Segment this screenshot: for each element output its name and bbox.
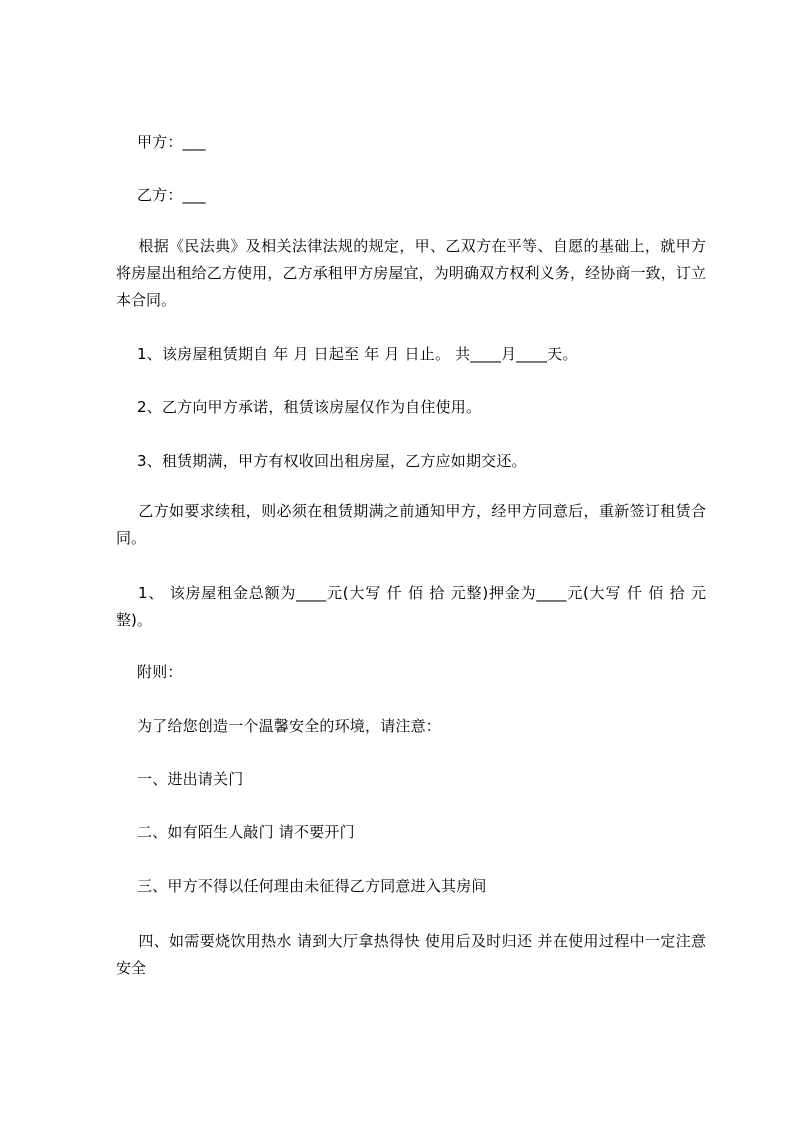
rule-4-paragraph: [116, 928, 706, 982]
rent-text: 1、 该房屋租金总额为____元(大写 仟 佰 拾 元整)押金为____元(大写 仟 佰 拾 元整)。: [116, 584, 706, 629]
rule-4-text: 四、如需要烧饮用热水 请到大厅拿热得快 使用后及时归还 并在使用过程中一定注意安全: [116, 932, 706, 977]
clause-1: 1、该房屋租赁期自 年 月 日起至 年 月 日止。 共____月____天。: [137, 345, 578, 363]
preamble-paragraph: [116, 233, 706, 314]
renewal-text: 乙方如要求续租，则必须在租赁期满之前通知甲方，经甲方同意后，重新签订租赁合同。: [116, 502, 706, 547]
preamble-text: 根据《民法典》及相关法律法规的规定，甲、乙双方在平等、自愿的基础上，就甲方将房屋出租给乙方使用，乙方承租甲方房屋宜，为明确双方权利义务，经协商一致，订立本合同。: [116, 237, 706, 309]
renewal-paragraph: [116, 498, 706, 552]
clause-2: 2、乙方向甲方承诺，租赁该房屋仅作为自住使用。: [137, 398, 482, 416]
appendix-title: 附则：: [137, 663, 183, 681]
rule-1: 一、进出请关门: [137, 770, 244, 788]
clause-3: 3、租赁期满，甲方有权收回出租房屋，乙方应如期交还。: [137, 452, 527, 470]
rent-paragraph: [116, 580, 706, 634]
appendix-intro: 为了给您创造一个温馨安全的环境，请注意：: [137, 717, 442, 735]
party-b-line: 乙方：___: [137, 186, 206, 204]
party-a-line: 甲方：___: [137, 133, 206, 151]
rule-2: 二、如有陌生人敲门 请不要开门: [137, 823, 355, 841]
rule-3: 三、甲方不得以任何理由未征得乙方同意进入其房间: [137, 877, 487, 895]
